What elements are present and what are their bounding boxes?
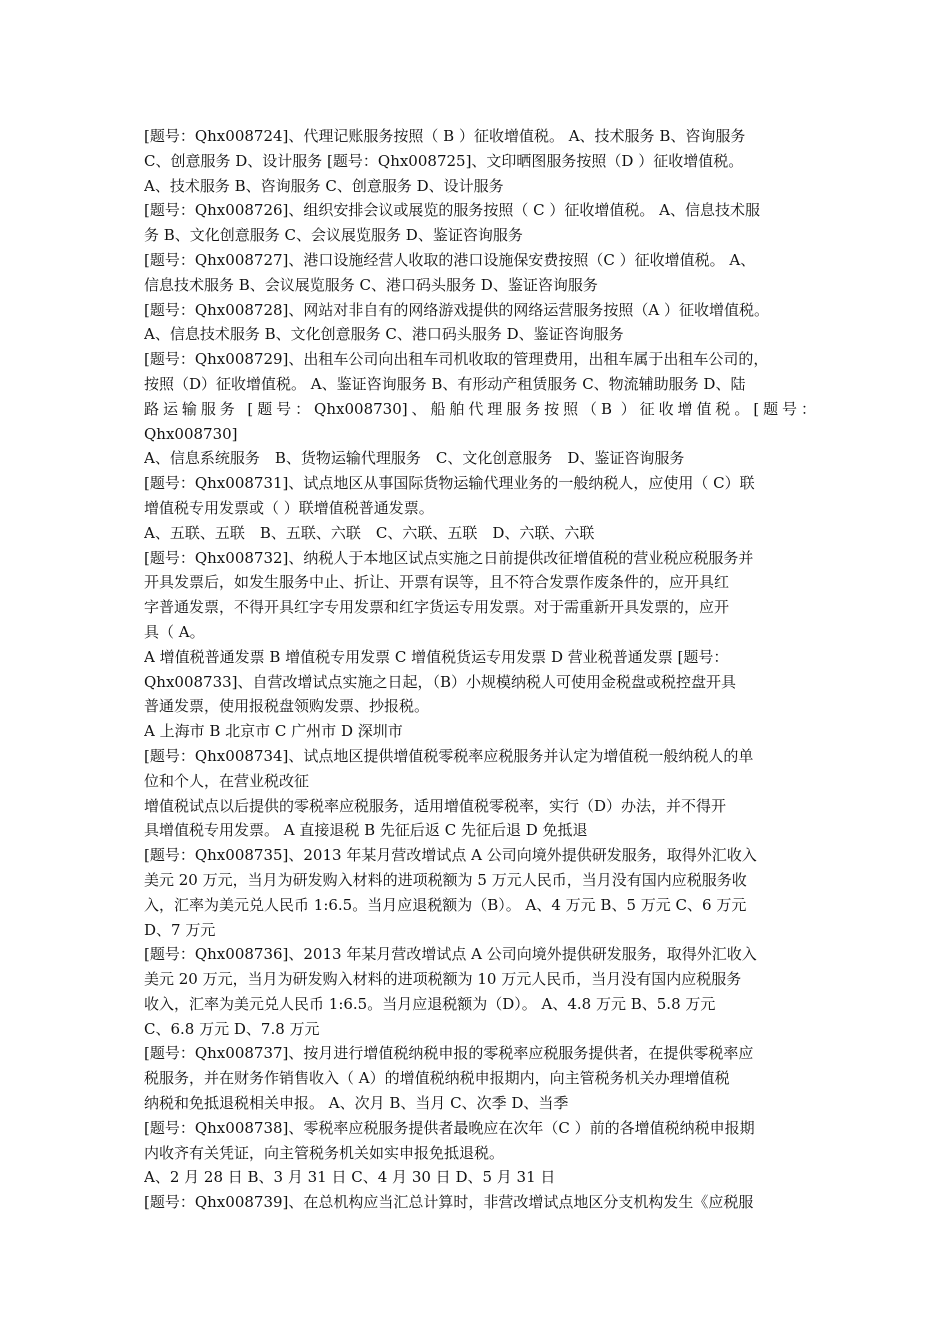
text-line: Qhx008730] <box>144 424 238 443</box>
text-line: 纳税和免抵退税相关申报。 A、次月 B、当月 C、次季 D、当季 <box>144 1094 569 1113</box>
text-line: [题号：Qhx008731]、试点地区从事国际货物运输代理业务的一般纳税人，应使用（ C）联 <box>144 474 755 493</box>
text-line: 路运输服务 [题号：Qhx008730]、船舶代理服务按照（B ）征收增值税。[题号： <box>144 399 816 418</box>
text-line: 美元 20 万元，当月为研发购入材料的进项税额为 5 万元人民币，当月没有国内应税服务收 <box>144 870 747 889</box>
text-line: 增值税试点以后提供的零税率应税服务，适用增值税零税率，实行（D）办法，并不得开 <box>144 796 727 815</box>
text-line: [题号：Qhx008738]、零税率应税服务提供者最晚应在次年（C ）前的各增值税纳税申报期 <box>144 1118 755 1137</box>
text-line: 位和个人，在营业税改征 <box>144 771 310 790</box>
text-line: [题号：Qhx008739]、在总机构应当汇总计算时，非营改增试点地区分支机构发生《应税服 <box>144 1193 754 1212</box>
text-line: C、创意服务 D、设计服务 [题号：Qhx008725]、文印晒图服务按照（D ）征收增值税。 <box>144 151 744 170</box>
text-line: D、7 万元 <box>144 920 216 939</box>
text-line: 开具发票后，如发生服务中止、折让、开票有误等，且不符合发票作废条件的，应开具红 <box>144 573 730 592</box>
text-line: 务 B、文化创意服务 C、会议展览服务 D、鉴证咨询服务 <box>144 226 523 245</box>
text-line: C、6.8 万元 D、7.8 万元 <box>144 1019 320 1038</box>
text-line: A、2 月 28 日 B、3 月 31 日 C、4 月 30 日 D、5 月 31 日 <box>144 1168 556 1187</box>
text-line: [题号：Qhx008735]、2013 年某月营改增试点 A 公司向境外提供研发服务，取得外汇收入 <box>144 846 757 865</box>
text-line: 按照（D）征收增值税。 A、鉴证咨询服务 B、有形动产租赁服务 C、物流辅助服务 D、陆 <box>144 374 746 393</box>
text-line: A、信息系统服务 B、货物运输代理服务 C、文化创意服务 D、鉴证咨询服务 <box>144 449 685 468</box>
text-line: [题号：Qhx008734]、试点地区提供增值税零税率应税服务并认定为增值税一般纳税人的单 <box>144 746 754 765</box>
text-line: A、五联、五联 B、五联、六联 C、六联、五联 D、六联、六联 <box>144 523 595 542</box>
text-line: [题号：Qhx008726]、组织安排会议或展览的服务按照（ C ）征收增值税。 A、信息技术服 <box>144 201 760 220</box>
text-line: A 增值税普通发票 B 增值税专用发票 C 增值税货运专用发票 D 营业税普通发票 [题号： <box>144 647 729 666</box>
text-line: 入，汇率为美元兑人民币 1:6.5。当月应退税额为（B）。 A、4 万元 B、5 万元 C、6 万元 <box>144 895 747 914</box>
text-line: [题号：Qhx008732]、纳税人于本地区试点实施之日前提供改征增值税的营业税应税服务并 <box>144 548 754 567</box>
text-line: 增值税专用发票或（ ）联增值税普通发票。 <box>144 498 434 517</box>
text-line: 字普通发票，不得开具红字专用发票和红字货运专用发票。对于需重新开具发票的，应开 <box>144 598 730 617</box>
text-line: 具（ A。 <box>144 622 205 641</box>
text-line: [题号：Qhx008736]、2013 年某月营改增试点 A 公司向境外提供研发服务，取得外汇收入 <box>144 945 757 964</box>
text-line: 税服务，并在财务作销售收入（ A）的增值税纳税申报期内，向主管税务机关办理增值税 <box>144 1069 730 1088</box>
text-line: 具增值税专用发票。 A 直接退税 B 先征后返 C 先征后退 D 免抵退 <box>144 821 588 840</box>
text-line: [题号：Qhx008737]、按月进行增值税纳税申报的零税率应税服务提供者，在提供零税率应 <box>144 1044 754 1063</box>
document-body <box>144 124 816 1215</box>
text-line: [题号：Qhx008728]、网站对非自有的网络游戏提供的网络运营服务按照（A ）征收增值税。 <box>144 300 769 319</box>
text-line: 普通发票，使用报税盘领购发票、抄报税。 <box>144 697 430 716</box>
text-line: [题号：Qhx008727]、港口设施经营人收取的港口设施保安费按照（C ）征收增值税。 A、 <box>144 250 756 269</box>
text-line: 内收齐有关凭证，向主管税务机关如实申报免抵退税。 <box>144 1143 505 1162</box>
text-line: 美元 20 万元，当月为研发购入材料的进项税额为 10 万元人民币，当月没有国内应税服务 <box>144 970 742 989</box>
text-line: Qhx008733]、自营改增试点实施之日起，（B）小规模纳税人可使用金税盘或税控盘开具 <box>144 672 737 691</box>
text-line: A、技术服务 B、咨询服务 C、创意服务 D、设计服务 <box>144 176 504 195</box>
text-line: A、信息技术服务 B、文化创意服务 C、港口码头服务 D、鉴证咨询服务 <box>144 325 624 344</box>
text-line: 收入，汇率为美元兑人民币 1:6.5。当月应退税额为（D）。 A、4.8 万元 B、5.8 万元 <box>144 994 716 1013</box>
text-line: [题号：Qhx008724]、代理记账服务按照（ B ）征收增值税。 A、技术服务 B、咨询服务 <box>144 127 746 145</box>
text-line: 信息技术服务 B、会议展览服务 C、港口码头服务 D、鉴证咨询服务 <box>144 275 598 294</box>
text-line: A 上海市 B 北京市 C 广州市 D 深圳市 <box>144 722 403 741</box>
text-line: [题号：Qhx008729]、出租车公司向出租车司机收取的管理费用，出租车属于出租车公司的， <box>144 350 769 369</box>
